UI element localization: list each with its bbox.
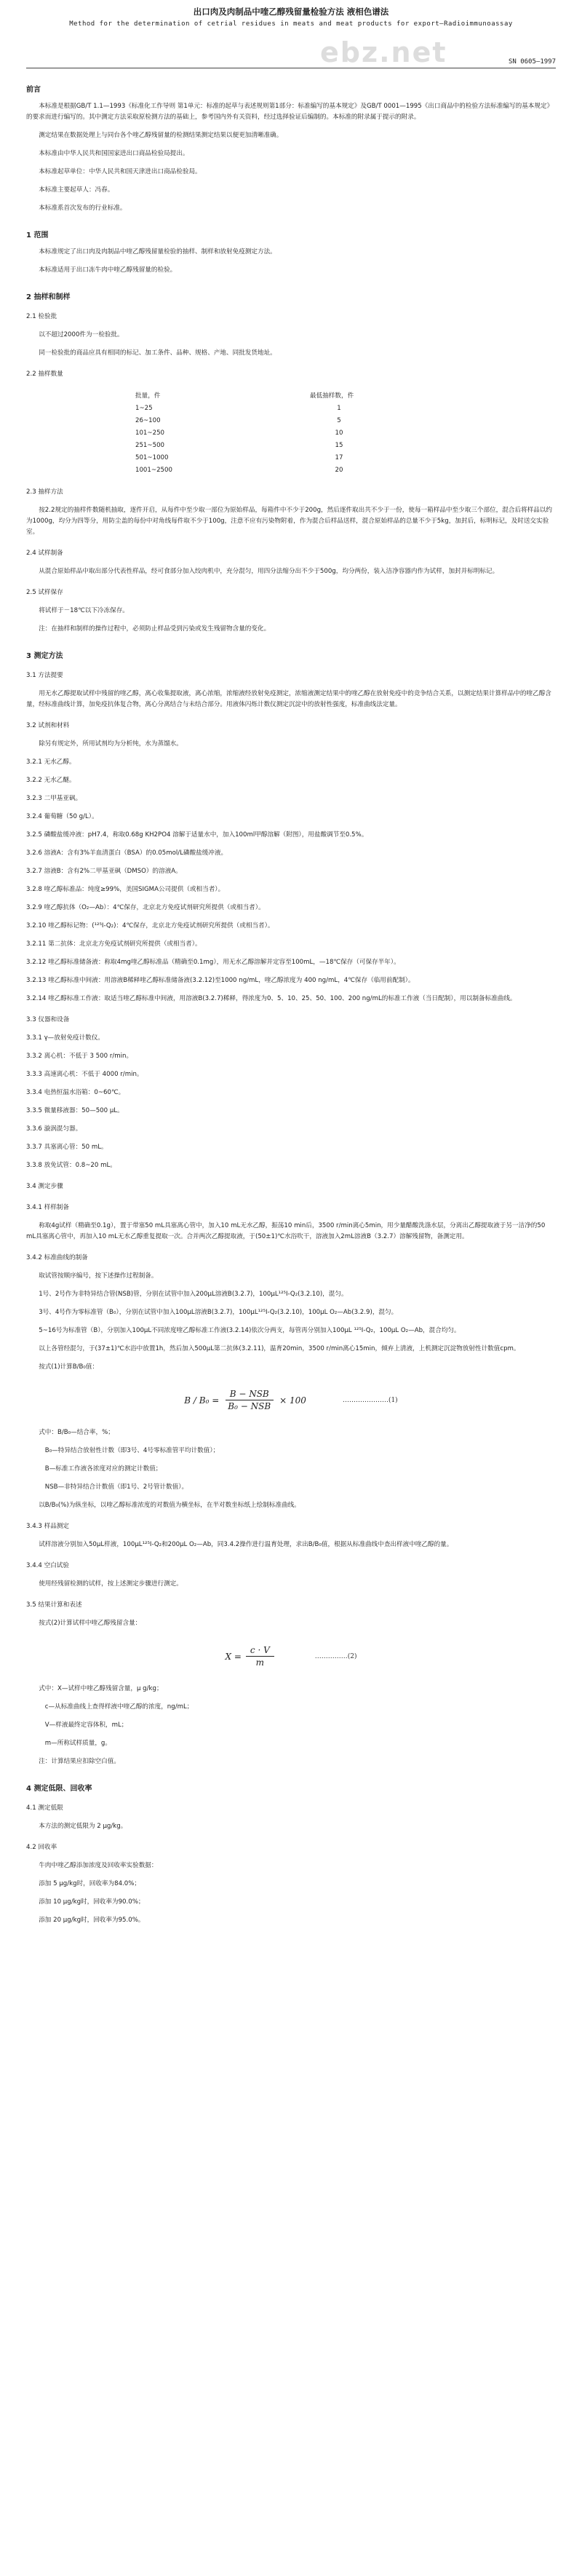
recovery-item: 添加 5 μg/kg时，回收率为84.0%； [39, 1880, 141, 1887]
sampling-table [135, 390, 368, 477]
section4-1-p: 本方法的测定低限为 2 μg/kg。 [39, 1823, 127, 1830]
formula2-where-item: m—所称试样质量，g。 [44, 1740, 111, 1747]
table-cell: 17 [335, 454, 343, 461]
equipment-item: 3.3.2 离心机：不低于 3 500 r/min。 [26, 1053, 133, 1060]
table-cell: 251~500 [135, 442, 165, 449]
reagent-item: 3.2.11 第二抗体：北京北方免疫试剂研究所提供（或相当者）。 [26, 940, 202, 948]
section2-4-p: 从混合原始样品中取出部分代表性样品，经可食部分加入绞肉机中，充分混匀，用四分法缩分出不少于500g，均分两份，装入洁净容器内作为试样，加封并标明标记。 [39, 568, 499, 575]
section3-4-2-p-d: 5~16号为标准管（B），分别加入100μL不同浓度喹乙醇标准工作液(3.2.14)依次分两支，每管再分别加入100μL ¹²⁵I-Q₂，100μL O₂—Ab，混合均匀。 [39, 1327, 461, 1334]
formula2-denominator: m [255, 1657, 265, 1668]
table-cell: 101~250 [135, 429, 165, 437]
section2-1-p2: 同一检验批的商品应具有相同的标记、加工条件、品种、规格、产地、同批发货地址。 [39, 349, 276, 357]
section3-1-heading: 3.1 方法提要 [26, 672, 63, 679]
formula2-where-item: c—从标准曲线上查得样液中喹乙醇的浓度，ng/mL； [44, 1703, 194, 1711]
section2-5-p1: 将试样于－18℃以下冷冻保存。 [39, 607, 129, 614]
section3-4-1-heading: 3.4.1 样样制备 [26, 1204, 69, 1211]
section3-3-heading: 3.3 仪器和设备 [26, 1016, 70, 1023]
foreword-p6: 本标准系首次发布的行业标准。 [39, 205, 127, 212]
section2-2-heading: 2.2 抽样数量 [26, 370, 63, 378]
foreword-p4: 本标准起草单位：中华人民共和国天津进出口商品检验局。 [39, 168, 202, 175]
foreword-p1: 本标准是根据GB/T 1.1—1993《标准化工作导则 第1单元：标准的起草与表述规则第1部分：标准编写的基本规定》及GB/T 0001—1995《出口商品中的检验方法标准编写的基本规定》的要求而进行编写的。其中测定方法采取原检测方法的基础上，参考国内外有关资料，经过选择验证后编制的。本标准的附录属于提示的附录。 [26, 103, 554, 121]
formula2-fraction [246, 1645, 274, 1668]
section2-5-heading: 2.5 试样保存 [26, 589, 63, 596]
section4-1-heading: 4.1 测定低限 [26, 1804, 63, 1812]
section3-4-2-heading: 3.4.2 标准曲线的制备 [26, 1254, 88, 1261]
formula2-lhs: X = [225, 1651, 242, 1662]
section3-4-4-heading: 3.4.4 空白试验 [26, 1562, 69, 1569]
table-cell: 1001~2500 [135, 467, 172, 474]
reagent-item: 3.2.12 喹乙醇标准储备液：称取4mg喹乙醇标准品（精确至0.1mg），用无水乙醇溶解并定容至100mL，—18℃保存（可保存半年）。 [26, 959, 400, 966]
formula-1 [26, 1389, 556, 1411]
formula1-number: …………………(1) [342, 1396, 398, 1404]
formula1-where-item: NSB—非特异结合计数值（即1号、2号管计数值）。 [44, 1483, 188, 1491]
table-cell: 5 [337, 417, 341, 424]
section4-heading: 4 测定低限、回收率 [26, 1785, 92, 1793]
formula1-denominator: B₀ − NSB [228, 1401, 271, 1411]
equipment-item: 3.3.6 漩涡混匀器。 [26, 1125, 82, 1133]
section1-heading: 1 范围 [26, 231, 49, 239]
sampling-col-lot: 批量，件 [135, 392, 161, 400]
document-subtitle: Method for the determination of cetrial residues in meats and meat products for export—Radioimmunoassay [69, 20, 513, 28]
foreword-p2: 测定结果在数据处理上与同台各个喹乙醇残留量的检测结果测定结果以便更加清晰准确。 [39, 132, 283, 139]
table-cell: 20 [335, 467, 343, 474]
formula2-number: ……………(2) [314, 1652, 357, 1660]
reagent-item: 3.2.13 喹乙醇标准中间液：用溶液B稀释喹乙醇标准储备液(3.2.12)至1000 ng/mL，喹乙醇浓度为 400 ng/mL，4℃保存（临用前配制）。 [26, 977, 415, 984]
recovery-item: 添加 20 μg/kg时，回收率为95.0%。 [39, 1917, 145, 1924]
section4-2-heading: 4.2 回收率 [26, 1844, 57, 1851]
table-cell: 15 [335, 442, 343, 449]
section2-3-p: 按2.2规定的抽样件数随机抽取，逐件开启，从每件中至少取一部位为原始样品，每箱件中不少于200g，然后逐件取出共不少于一份，使每一箱样品中至少取三个部位，混合后将样品以约为1000g，均分为四等分，用防尘盖的每份中对角线每件取不少于100g，注意不应有污染物附着，作为混合后样品送样，混合原始样品的总量不少于5kg，加封后，标明标记，及时送交实验室。 [26, 507, 553, 536]
section3-4-2-p-g: 以B/B₀(%)为纵坐标，以喹乙醇标准浓度的对数值为横坐标，在半对数坐标纸上绘制标准曲线。 [39, 1502, 300, 1509]
recovery-item: 添加 10 μg/kg时，回收率为90.0%； [39, 1898, 145, 1906]
formula1-where-item: B—标准工作液各浓度对应的测定计数值； [44, 1465, 162, 1473]
table-row [135, 403, 368, 415]
formula1-numerator: B − NSB [226, 1389, 274, 1400]
section1-p1: 本标准规定了出口肉及肉制品中喹乙醇残留量检验的抽样、制样和放射免疫测定方法。 [39, 248, 276, 255]
equipment-item: 3.3.1 γ—放射免疫计数仪。 [26, 1034, 105, 1042]
reagent-item: 3.2.14 喹乙醇标准工作液：取适当喹乙醇标准中间液，用溶液B(3.2.7)稀释，得浓度为0、5、10、25、50、100、200 ng/mL的标准工作液（当日配制），用以制备标准曲线。 [26, 995, 517, 1002]
section2-5-note: 注：在抽样和制样的操作过程中，必须防止样品受到污染或发生残留物含量的变化。 [39, 625, 271, 633]
reagent-item: 3.2.1 无水乙醇。 [26, 758, 76, 766]
section3-2-heading: 3.2 试剂和材料 [26, 722, 70, 729]
reagent-item: 3.2.8 喹乙醇标准品：纯度≥99%，美国SIGMA公司提供（或相当者）。 [26, 886, 225, 893]
section3-4-2-p-a: 取试管按顺序编号，按下述操作过程制备。 [39, 1272, 158, 1280]
table-row [135, 452, 368, 464]
formula1-where: 式中：B/B₀—结合率，%； [39, 1429, 114, 1436]
formula2-numerator: c · V [246, 1645, 274, 1657]
table-cell: 10 [335, 429, 343, 437]
section3-4-1-p: 称取4g试样（精确至0.1g），置于带塞50 mL具塞离心管中，加入10 mL无水乙醇，振荡10 min后，3500 r/min离心5min，用少量醋酸洗涤水层，分离出乙醇提取液于另一洁净的50 mL具塞离心管中，再加入10 mL无水乙醇重复提取一次。合并两次乙醇提取液，于(50±1)℃水浴吹干，溶液加入2mL溶液B（3.2.7）溶解残留物，备测定用。 [26, 1222, 546, 1240]
document-title: 出口肉及肉制品中喹乙醇残留量检验方法 液相色谱法 [193, 7, 389, 17]
table-cell: 1 [337, 405, 341, 412]
reagent-item: 3.2.3 二甲基亚砜。 [26, 795, 82, 802]
reagent-item: 3.2.4 葡萄糖（50 g/L）。 [26, 813, 98, 820]
section2-4-heading: 2.4 试样制备 [26, 550, 63, 557]
formula1-fraction [223, 1389, 275, 1411]
section2-1-p1: 以不超过2000件为一检验批。 [39, 331, 124, 338]
reagent-item: 3.2.7 溶液B：含有2%二甲基亚砜（DMSO）的溶液A。 [26, 868, 182, 875]
formula2-note: 注：计算结果应扣除空白值。 [39, 1758, 120, 1765]
equipment-item: 3.3.8 放免试管：0.8~20 mL。 [26, 1162, 116, 1169]
section3-5-p: 按式(2)计算试样中喹乙醇残留含量： [39, 1620, 142, 1627]
formula2-where: 式中：X—试样中喹乙醇残留含量，μ g/kg； [39, 1685, 163, 1692]
equipment-item: 3.3.5 微量移液器：50—500 μL。 [26, 1107, 124, 1114]
standard-number: SN 0605—1997 [508, 58, 556, 66]
equipment-item: 3.3.3 高速离心机：不低于 4000 r/min。 [26, 1071, 143, 1078]
section3-4-3-p: 试样溶液分别加入50μL样液，100μL¹²⁵I-Q₂和200μL O₂—Ab，同3.4.2操作进行温育处理，求出B/B₀值，根据从标准曲线中查出样液中喹乙醇的量。 [39, 1541, 453, 1548]
section3-5-heading: 3.5 结果计算和表述 [26, 1601, 82, 1609]
formula1-where-item: B₀—特异结合放射性计数（即3号、4号零标准管平均计数值）； [44, 1447, 220, 1454]
section3-1-p: 用无水乙醇提取试样中残留的喹乙醇，离心收集提取液，离心浓缩，浓缩液经放射免疫测定，浓缩液测定结果中的喹乙醇在放射免疫中的竞争结合关系，以测定结果计算样品中的喹乙醇含量，经标准曲线计算，加免疫抗体复合物，离心分离结合与未结合部分。用液体闪烁计数仪测定沉淀中的放射性强度，标准曲线法定量。 [26, 690, 551, 708]
section3-4-heading: 3.4 测定步骤 [26, 1183, 63, 1190]
section4-2-p: 牛肉中喹乙醇添加浓度及回收率实验数据： [39, 1862, 158, 1869]
table-cell: 26~100 [135, 417, 161, 424]
table-cell: 501~1000 [135, 454, 169, 461]
section3-heading: 3 测定方法 [26, 652, 63, 660]
table-row [135, 415, 368, 427]
section3-4-2-p-e: 以上各管经混匀，于(37±1)℃水浴中放置1h，然后加入500μL第二抗体(3.2.11)，温育20min，3500 r/min离心15min，倾弃上清液，上机测定沉淀物放射性计数值cpm。 [39, 1345, 520, 1352]
reagent-item: 3.2.9 喹乙醇抗体（O₂—Ab）：4℃保存，北京北方免疫试剂研究所提供（或相当者）。 [26, 904, 265, 911]
section3-4-2-p-b: 1号、2号作为非特异结合管(NSB)管，分别在试管中加入200μL溶液B(3.2.7)，100μL¹²⁵I-Q₂(3.2.10)，混匀。 [39, 1291, 348, 1298]
table-row [135, 427, 368, 440]
foreword-p3: 本标准由中华人民共和国国家进出口商品检验局提出。 [39, 150, 189, 157]
table-row [135, 440, 368, 452]
formula1-lhs: B / B₀ = [184, 1395, 220, 1406]
equipment-item: 3.3.7 具塞离心管：50 mL。 [26, 1144, 108, 1151]
reagent-item: 3.2.6 溶液A：含有3%羊血清蛋白（BSA）的0.05mol/L磷酸盐缓冲液。 [26, 849, 228, 857]
table-row [135, 464, 368, 477]
section2-heading: 2 抽样和制样 [26, 293, 71, 301]
section3-4-3-heading: 3.4.3 样品测定 [26, 1523, 69, 1530]
equipment-item: 3.3.4 电热恒温水浴箱：0~60℃。 [26, 1089, 125, 1096]
watermark: ebz.net [320, 36, 447, 68]
reagent-item: 3.2.10 喹乙醇标记物：(¹²⁵I-Q₂)：4℃保存，北京北方免疫试剂研究所提供（或相当者）。 [26, 922, 274, 930]
foreword-heading: 前言 [26, 86, 41, 94]
section3-2-p: 除另有规定外，所用试剂均为分析纯，水为蒸馏水。 [39, 740, 183, 748]
table-cell: 1~25 [135, 405, 153, 412]
section2-3-heading: 2.3 抽样方法 [26, 488, 63, 496]
formula2-where-item: V—样液最终定容体积，mL； [44, 1721, 128, 1729]
formula1-factor: × 100 [279, 1395, 306, 1406]
reagent-item: 3.2.2 无水乙醚。 [26, 777, 76, 784]
formula-2 [26, 1645, 556, 1668]
section3-4-4-p: 使用经残留检测的试样，按上述测定步骤进行测定。 [39, 1580, 183, 1588]
section2-1-heading: 2.1 检验批 [26, 313, 57, 320]
section1-p2: 本标准适用于出口冻牛肉中喹乙醇残留量的检验。 [39, 266, 177, 274]
reagent-item: 3.2.5 磷酸盐缓冲液：pH7.4，称取0.68g KH2PO4 溶解于适量水中，加入100ml甲醇溶解（附图），用盐酸调节至0.5%。 [26, 831, 368, 839]
sampling-col-min: 最低抽样数，件 [310, 392, 354, 400]
section3-4-2-p-c: 3号、4号作为零标准管（B₀），分别在试管中加入100μL溶液B(3.2.7)，100μL¹²⁵I-Q₂(3.2.10)，100μL O₂—Ab(3.2.9)，混匀。 [39, 1309, 398, 1316]
foreword-p5: 本标准主要起草人：冯春。 [39, 186, 114, 194]
section3-4-2-p-f: 按式(1)计算B/B₀值： [39, 1363, 99, 1371]
